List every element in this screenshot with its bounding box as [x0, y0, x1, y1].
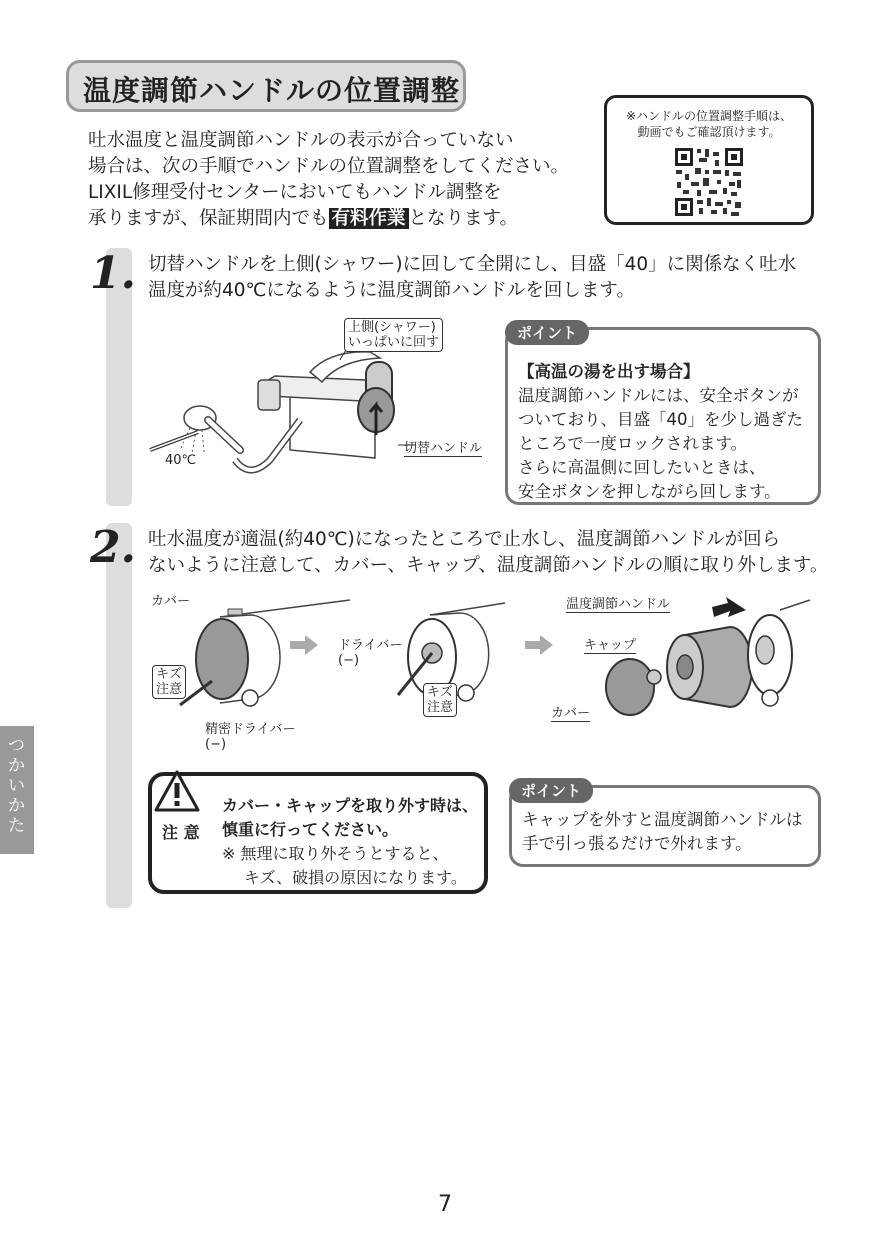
intro-line: 承りますが、保証期間内でも 有料作業 となります。 [88, 208, 519, 229]
point-line: 安全ボタンを押しながら回します。 [518, 482, 781, 501]
point-line: ついており、目盛「40」を少し過ぎた [518, 410, 803, 429]
qr-note: ※ハンドルの位置調整手順は、 動画でもご確認頂けます。 [625, 109, 793, 139]
qr-code-icon[interactable] [673, 146, 745, 218]
caution-line: カバー・キャップを取り外す時は、 [222, 796, 479, 815]
intro-line: LIXIL修理受付センターにおいてもハンドル調整を [88, 182, 502, 203]
qr-code-box [604, 95, 814, 225]
step1-text: 切替ハンドルを上側(シャワー)に回して全開にし、目盛「40」に関係なく吐水 温度が約40℃になるように温度調節ハンドルを回します。 [148, 254, 797, 301]
label-scratch-caution-2: キズ 注意 [423, 683, 457, 717]
intro-line: 吐水温度と温度調節ハンドルの表示が合っていない [88, 130, 514, 151]
intro-text [88, 128, 569, 232]
caution-box [148, 772, 488, 894]
page-number: 7 [438, 1192, 452, 1217]
label-cap: キャップ [584, 634, 636, 654]
caution-line: 慎重に行ってください。 [222, 820, 399, 839]
label-cover: カバー [151, 594, 191, 609]
point-tag: ポイント [505, 320, 589, 345]
side-tab-label: つかいかた [8, 736, 25, 836]
side-tab [0, 726, 34, 854]
point-line: キャップを外すと温度調節ハンドルは [522, 810, 803, 829]
step2-text: 吐水温度が適温(約40℃)になったところで止水し、温度調節ハンドルが回ら ないように注意して、カバー、キャップ、温度調節ハンドルの順に取り外します。 [148, 529, 829, 576]
caution-label: 注 意 [162, 823, 200, 842]
caution-line: キズ、破損の原因になります。 [244, 868, 467, 887]
point-heading: 【高温の湯を出す場合】 [518, 362, 700, 381]
label-precision-driver: 精密ドライバー (−) [205, 722, 296, 752]
page-title: 温度調節ハンドルの位置調整 [83, 74, 461, 107]
intro-line: 場合は、次の手順でハンドルの位置調整をしてください。 [88, 156, 570, 177]
caution-line: ※ 無理に取り外そうとすると、 [222, 844, 449, 863]
point-box-step1 [505, 324, 821, 505]
section-title-box [66, 60, 466, 112]
label-driver: ドライバー (−) [338, 638, 403, 668]
point-tag: ポイント [509, 778, 593, 803]
step2-side-bar [106, 523, 132, 908]
paid-work-highlight: 有料作業 [329, 208, 409, 229]
label-scratch-caution-1: キズ 注意 [152, 665, 186, 699]
warning-triangle-icon [154, 770, 200, 812]
label-shower-position: 上側(シャワー) いっぱいに回す [344, 318, 443, 352]
point-line: 温度調節ハンドルには、安全ボタンが [518, 386, 799, 405]
label-cover-2: カバー [551, 702, 590, 722]
step1-number: 1. [90, 248, 136, 299]
point-box-step2 [509, 782, 821, 867]
point-line: さらに高温側に回したいときは、 [518, 458, 766, 477]
step2-number: 2. [90, 522, 136, 573]
point-line: ところで一度ロックされます。 [518, 434, 748, 453]
point-line: 手で引っ張るだけで外れます。 [522, 834, 752, 853]
label-switch-handle: 切替ハンドル [404, 437, 482, 457]
label-temperature: 40℃ [165, 453, 197, 468]
label-temp-handle: 温度調節ハンドル [566, 593, 670, 613]
